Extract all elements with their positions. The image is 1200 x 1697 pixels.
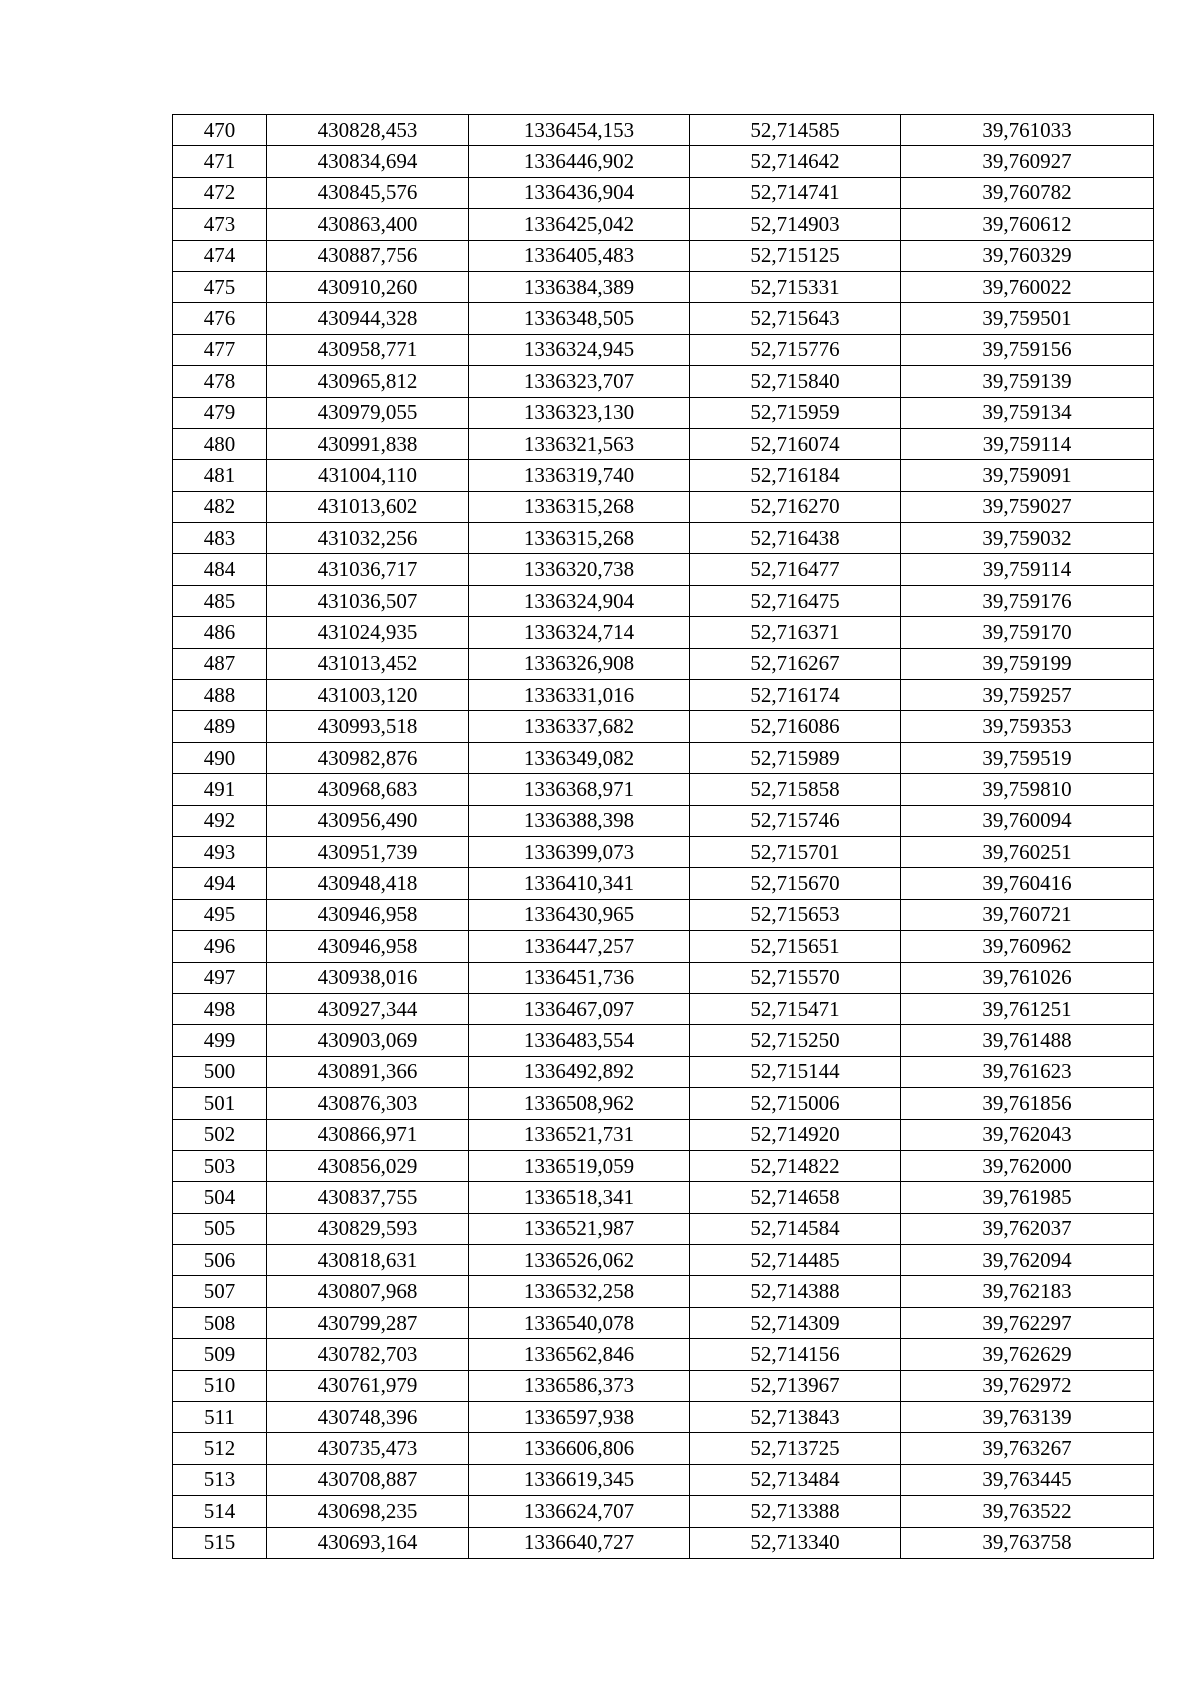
point-number-cell: 515 [173, 1527, 267, 1558]
table-row [173, 1150, 1154, 1181]
y-coordinate-cell: 1336467,097 [469, 993, 690, 1024]
latitude-cell: 52,715746 [690, 805, 901, 836]
point-number-cell: 495 [173, 899, 267, 930]
latitude-cell: 52,716267 [690, 648, 901, 679]
point-number-cell: 513 [173, 1464, 267, 1495]
point-number-cell: 488 [173, 680, 267, 711]
latitude-cell: 52,716270 [690, 491, 901, 522]
point-number-cell: 500 [173, 1056, 267, 1087]
point-number-cell: 481 [173, 460, 267, 491]
latitude-cell: 52,713725 [690, 1433, 901, 1464]
table-row [173, 1402, 1154, 1433]
x-coordinate-cell: 431013,602 [267, 491, 469, 522]
longitude-cell: 39,762043 [901, 1119, 1154, 1150]
table-row [173, 1527, 1154, 1558]
point-number-cell: 494 [173, 868, 267, 899]
longitude-cell: 39,762629 [901, 1339, 1154, 1370]
y-coordinate-cell: 1336331,016 [469, 680, 690, 711]
x-coordinate-cell: 430708,887 [267, 1464, 469, 1495]
y-coordinate-cell: 1336521,731 [469, 1119, 690, 1150]
point-number-cell: 487 [173, 648, 267, 679]
latitude-cell: 52,714156 [690, 1339, 901, 1370]
y-coordinate-cell: 1336508,962 [469, 1088, 690, 1119]
longitude-cell: 39,763139 [901, 1402, 1154, 1433]
longitude-cell: 39,760962 [901, 931, 1154, 962]
x-coordinate-cell: 430927,344 [267, 993, 469, 1024]
x-coordinate-cell: 430993,518 [267, 711, 469, 742]
x-coordinate-cell: 430946,958 [267, 899, 469, 930]
table-row [173, 1496, 1154, 1527]
latitude-cell: 52,715959 [690, 397, 901, 428]
longitude-cell: 39,762183 [901, 1276, 1154, 1307]
y-coordinate-cell: 1336483,554 [469, 1025, 690, 1056]
latitude-cell: 52,713388 [690, 1496, 901, 1527]
y-coordinate-cell: 1336349,082 [469, 742, 690, 773]
point-number-cell: 476 [173, 303, 267, 334]
x-coordinate-cell: 430818,631 [267, 1245, 469, 1276]
longitude-cell: 39,762094 [901, 1245, 1154, 1276]
point-number-cell: 478 [173, 366, 267, 397]
y-coordinate-cell: 1336518,341 [469, 1182, 690, 1213]
longitude-cell: 39,759032 [901, 523, 1154, 554]
latitude-cell: 52,713484 [690, 1464, 901, 1495]
y-coordinate-cell: 1336326,908 [469, 648, 690, 679]
longitude-cell: 39,762000 [901, 1150, 1154, 1181]
longitude-cell: 39,760094 [901, 805, 1154, 836]
x-coordinate-cell: 431013,452 [267, 648, 469, 679]
latitude-cell: 52,714585 [690, 115, 901, 146]
table-row [173, 491, 1154, 522]
x-coordinate-cell: 430829,593 [267, 1213, 469, 1244]
x-coordinate-cell: 430828,453 [267, 115, 469, 146]
y-coordinate-cell: 1336521,987 [469, 1213, 690, 1244]
longitude-cell: 39,759156 [901, 334, 1154, 365]
table-row [173, 1025, 1154, 1056]
longitude-cell: 39,759353 [901, 711, 1154, 742]
point-number-cell: 502 [173, 1119, 267, 1150]
table-row [173, 271, 1154, 302]
y-coordinate-cell: 1336337,682 [469, 711, 690, 742]
x-coordinate-cell: 430876,303 [267, 1088, 469, 1119]
table-row [173, 115, 1154, 146]
y-coordinate-cell: 1336562,846 [469, 1339, 690, 1370]
table-row [173, 617, 1154, 648]
longitude-cell: 39,759176 [901, 585, 1154, 616]
y-coordinate-cell: 1336436,904 [469, 177, 690, 208]
y-coordinate-cell: 1336319,740 [469, 460, 690, 491]
point-number-cell: 489 [173, 711, 267, 742]
table-row [173, 993, 1154, 1024]
point-number-cell: 507 [173, 1276, 267, 1307]
table-row [173, 805, 1154, 836]
point-number-cell: 505 [173, 1213, 267, 1244]
longitude-cell: 39,759170 [901, 617, 1154, 648]
point-number-cell: 475 [173, 271, 267, 302]
y-coordinate-cell: 1336492,892 [469, 1056, 690, 1087]
point-number-cell: 470 [173, 115, 267, 146]
latitude-cell: 52,713843 [690, 1402, 901, 1433]
point-number-cell: 472 [173, 177, 267, 208]
table-row [173, 554, 1154, 585]
x-coordinate-cell: 430807,968 [267, 1276, 469, 1307]
point-number-cell: 504 [173, 1182, 267, 1213]
longitude-cell: 39,763522 [901, 1496, 1154, 1527]
latitude-cell: 52,714903 [690, 209, 901, 240]
longitude-cell: 39,760251 [901, 836, 1154, 867]
latitude-cell: 52,715989 [690, 742, 901, 773]
latitude-cell: 52,715701 [690, 836, 901, 867]
latitude-cell: 52,714741 [690, 177, 901, 208]
table-row [173, 1307, 1154, 1338]
table-row [173, 1119, 1154, 1150]
point-number-cell: 498 [173, 993, 267, 1024]
y-coordinate-cell: 1336320,738 [469, 554, 690, 585]
latitude-cell: 52,716475 [690, 585, 901, 616]
table-row [173, 146, 1154, 177]
x-coordinate-cell: 430834,694 [267, 146, 469, 177]
coordinates-table [172, 114, 1154, 1559]
point-number-cell: 503 [173, 1150, 267, 1181]
longitude-cell: 39,759114 [901, 428, 1154, 459]
point-number-cell: 510 [173, 1370, 267, 1401]
table-row [173, 303, 1154, 334]
x-coordinate-cell: 430944,328 [267, 303, 469, 334]
longitude-cell: 39,762037 [901, 1213, 1154, 1244]
longitude-cell: 39,759114 [901, 554, 1154, 585]
table-row [173, 428, 1154, 459]
longitude-cell: 39,759810 [901, 774, 1154, 805]
table-row [173, 177, 1154, 208]
table-row [173, 240, 1154, 271]
table-row [173, 209, 1154, 240]
longitude-cell: 39,759199 [901, 648, 1154, 679]
point-number-cell: 482 [173, 491, 267, 522]
point-number-cell: 474 [173, 240, 267, 271]
y-coordinate-cell: 1336384,389 [469, 271, 690, 302]
x-coordinate-cell: 430863,400 [267, 209, 469, 240]
longitude-cell: 39,762297 [901, 1307, 1154, 1338]
y-coordinate-cell: 1336454,153 [469, 115, 690, 146]
longitude-cell: 39,759139 [901, 366, 1154, 397]
point-number-cell: 484 [173, 554, 267, 585]
x-coordinate-cell: 430948,418 [267, 868, 469, 899]
table-row [173, 460, 1154, 491]
point-number-cell: 497 [173, 962, 267, 993]
latitude-cell: 52,715471 [690, 993, 901, 1024]
table-row [173, 648, 1154, 679]
coordinates-table-body [173, 115, 1154, 1559]
latitude-cell: 52,716371 [690, 617, 901, 648]
table-row [173, 523, 1154, 554]
y-coordinate-cell: 1336324,714 [469, 617, 690, 648]
point-number-cell: 511 [173, 1402, 267, 1433]
y-coordinate-cell: 1336532,258 [469, 1276, 690, 1307]
x-coordinate-cell: 430837,755 [267, 1182, 469, 1213]
y-coordinate-cell: 1336640,727 [469, 1527, 690, 1558]
latitude-cell: 52,714485 [690, 1245, 901, 1276]
x-coordinate-cell: 431003,120 [267, 680, 469, 711]
longitude-cell: 39,760416 [901, 868, 1154, 899]
point-number-cell: 485 [173, 585, 267, 616]
x-coordinate-cell: 430958,771 [267, 334, 469, 365]
y-coordinate-cell: 1336446,902 [469, 146, 690, 177]
latitude-cell: 52,714642 [690, 146, 901, 177]
point-number-cell: 499 [173, 1025, 267, 1056]
longitude-cell: 39,763445 [901, 1464, 1154, 1495]
latitude-cell: 52,714920 [690, 1119, 901, 1150]
x-coordinate-cell: 430799,287 [267, 1307, 469, 1338]
latitude-cell: 52,713967 [690, 1370, 901, 1401]
latitude-cell: 52,716174 [690, 680, 901, 711]
x-coordinate-cell: 430856,029 [267, 1150, 469, 1181]
table-row [173, 742, 1154, 773]
table-row [173, 1433, 1154, 1464]
point-number-cell: 477 [173, 334, 267, 365]
table-row [173, 397, 1154, 428]
x-coordinate-cell: 430693,164 [267, 1527, 469, 1558]
x-coordinate-cell: 431036,717 [267, 554, 469, 585]
point-number-cell: 493 [173, 836, 267, 867]
longitude-cell: 39,759257 [901, 680, 1154, 711]
longitude-cell: 39,759501 [901, 303, 1154, 334]
y-coordinate-cell: 1336606,806 [469, 1433, 690, 1464]
point-number-cell: 473 [173, 209, 267, 240]
latitude-cell: 52,715858 [690, 774, 901, 805]
latitude-cell: 52,714388 [690, 1276, 901, 1307]
latitude-cell: 52,714822 [690, 1150, 901, 1181]
y-coordinate-cell: 1336348,505 [469, 303, 690, 334]
y-coordinate-cell: 1336405,483 [469, 240, 690, 271]
y-coordinate-cell: 1336315,268 [469, 491, 690, 522]
x-coordinate-cell: 430938,016 [267, 962, 469, 993]
y-coordinate-cell: 1336624,707 [469, 1496, 690, 1527]
point-number-cell: 506 [173, 1245, 267, 1276]
y-coordinate-cell: 1336540,078 [469, 1307, 690, 1338]
latitude-cell: 52,715144 [690, 1056, 901, 1087]
x-coordinate-cell: 431036,507 [267, 585, 469, 616]
x-coordinate-cell: 430910,260 [267, 271, 469, 302]
longitude-cell: 39,761251 [901, 993, 1154, 1024]
y-coordinate-cell: 1336388,398 [469, 805, 690, 836]
x-coordinate-cell: 430866,971 [267, 1119, 469, 1150]
y-coordinate-cell: 1336430,965 [469, 899, 690, 930]
table-row [173, 711, 1154, 742]
point-number-cell: 508 [173, 1307, 267, 1338]
table-row [173, 680, 1154, 711]
latitude-cell: 52,715006 [690, 1088, 901, 1119]
table-row [173, 899, 1154, 930]
table-row [173, 1056, 1154, 1087]
x-coordinate-cell: 430946,958 [267, 931, 469, 962]
latitude-cell: 52,715651 [690, 931, 901, 962]
longitude-cell: 39,760329 [901, 240, 1154, 271]
latitude-cell: 52,716086 [690, 711, 901, 742]
point-number-cell: 480 [173, 428, 267, 459]
latitude-cell: 52,714309 [690, 1307, 901, 1338]
table-row [173, 931, 1154, 962]
x-coordinate-cell: 431024,935 [267, 617, 469, 648]
longitude-cell: 39,760612 [901, 209, 1154, 240]
y-coordinate-cell: 1336425,042 [469, 209, 690, 240]
y-coordinate-cell: 1336526,062 [469, 1245, 690, 1276]
table-row [173, 1370, 1154, 1401]
x-coordinate-cell: 430979,055 [267, 397, 469, 428]
point-number-cell: 512 [173, 1433, 267, 1464]
y-coordinate-cell: 1336410,341 [469, 868, 690, 899]
point-number-cell: 496 [173, 931, 267, 962]
longitude-cell: 39,759519 [901, 742, 1154, 773]
longitude-cell: 39,759027 [901, 491, 1154, 522]
latitude-cell: 52,715643 [690, 303, 901, 334]
latitude-cell: 52,715331 [690, 271, 901, 302]
y-coordinate-cell: 1336315,268 [469, 523, 690, 554]
latitude-cell: 52,715250 [690, 1025, 901, 1056]
table-row [173, 774, 1154, 805]
y-coordinate-cell: 1336323,130 [469, 397, 690, 428]
longitude-cell: 39,760927 [901, 146, 1154, 177]
longitude-cell: 39,760721 [901, 899, 1154, 930]
point-number-cell: 491 [173, 774, 267, 805]
x-coordinate-cell: 430735,473 [267, 1433, 469, 1464]
x-coordinate-cell: 430965,812 [267, 366, 469, 397]
table-row [173, 868, 1154, 899]
y-coordinate-cell: 1336597,938 [469, 1402, 690, 1433]
x-coordinate-cell: 430951,739 [267, 836, 469, 867]
x-coordinate-cell: 431004,110 [267, 460, 469, 491]
x-coordinate-cell: 430761,979 [267, 1370, 469, 1401]
x-coordinate-cell: 430782,703 [267, 1339, 469, 1370]
table-row [173, 1464, 1154, 1495]
point-number-cell: 483 [173, 523, 267, 554]
table-row [173, 1182, 1154, 1213]
point-number-cell: 490 [173, 742, 267, 773]
point-number-cell: 479 [173, 397, 267, 428]
y-coordinate-cell: 1336368,971 [469, 774, 690, 805]
point-number-cell: 501 [173, 1088, 267, 1119]
latitude-cell: 52,716184 [690, 460, 901, 491]
latitude-cell: 52,715570 [690, 962, 901, 993]
latitude-cell: 52,715840 [690, 366, 901, 397]
y-coordinate-cell: 1336519,059 [469, 1150, 690, 1181]
table-row [173, 1245, 1154, 1276]
point-number-cell: 492 [173, 805, 267, 836]
y-coordinate-cell: 1336321,563 [469, 428, 690, 459]
longitude-cell: 39,759134 [901, 397, 1154, 428]
x-coordinate-cell: 430956,490 [267, 805, 469, 836]
longitude-cell: 39,760782 [901, 177, 1154, 208]
longitude-cell: 39,762972 [901, 1370, 1154, 1401]
point-number-cell: 471 [173, 146, 267, 177]
x-coordinate-cell: 431032,256 [267, 523, 469, 554]
latitude-cell: 52,715653 [690, 899, 901, 930]
table-row [173, 1339, 1154, 1370]
latitude-cell: 52,715670 [690, 868, 901, 899]
x-coordinate-cell: 430982,876 [267, 742, 469, 773]
y-coordinate-cell: 1336619,345 [469, 1464, 690, 1495]
longitude-cell: 39,760022 [901, 271, 1154, 302]
table-row [173, 585, 1154, 616]
longitude-cell: 39,761488 [901, 1025, 1154, 1056]
table-row [173, 1276, 1154, 1307]
latitude-cell: 52,716438 [690, 523, 901, 554]
longitude-cell: 39,763267 [901, 1433, 1154, 1464]
y-coordinate-cell: 1336447,257 [469, 931, 690, 962]
point-number-cell: 486 [173, 617, 267, 648]
longitude-cell: 39,761033 [901, 115, 1154, 146]
x-coordinate-cell: 430991,838 [267, 428, 469, 459]
table-row [173, 836, 1154, 867]
y-coordinate-cell: 1336451,736 [469, 962, 690, 993]
latitude-cell: 52,714584 [690, 1213, 901, 1244]
y-coordinate-cell: 1336324,945 [469, 334, 690, 365]
table-row [173, 366, 1154, 397]
latitude-cell: 52,716477 [690, 554, 901, 585]
x-coordinate-cell: 430968,683 [267, 774, 469, 805]
x-coordinate-cell: 430903,069 [267, 1025, 469, 1056]
latitude-cell: 52,714658 [690, 1182, 901, 1213]
x-coordinate-cell: 430698,235 [267, 1496, 469, 1527]
y-coordinate-cell: 1336324,904 [469, 585, 690, 616]
longitude-cell: 39,759091 [901, 460, 1154, 491]
longitude-cell: 39,761856 [901, 1088, 1154, 1119]
latitude-cell: 52,716074 [690, 428, 901, 459]
y-coordinate-cell: 1336323,707 [469, 366, 690, 397]
y-coordinate-cell: 1336399,073 [469, 836, 690, 867]
x-coordinate-cell: 430887,756 [267, 240, 469, 271]
table-row [173, 1213, 1154, 1244]
longitude-cell: 39,761985 [901, 1182, 1154, 1213]
latitude-cell: 52,713340 [690, 1527, 901, 1558]
point-number-cell: 509 [173, 1339, 267, 1370]
table-row [173, 334, 1154, 365]
longitude-cell: 39,761623 [901, 1056, 1154, 1087]
latitude-cell: 52,715125 [690, 240, 901, 271]
x-coordinate-cell: 430845,576 [267, 177, 469, 208]
table-row [173, 1088, 1154, 1119]
y-coordinate-cell: 1336586,373 [469, 1370, 690, 1401]
x-coordinate-cell: 430891,366 [267, 1056, 469, 1087]
latitude-cell: 52,715776 [690, 334, 901, 365]
longitude-cell: 39,763758 [901, 1527, 1154, 1558]
x-coordinate-cell: 430748,396 [267, 1402, 469, 1433]
longitude-cell: 39,761026 [901, 962, 1154, 993]
table-row [173, 962, 1154, 993]
point-number-cell: 514 [173, 1496, 267, 1527]
